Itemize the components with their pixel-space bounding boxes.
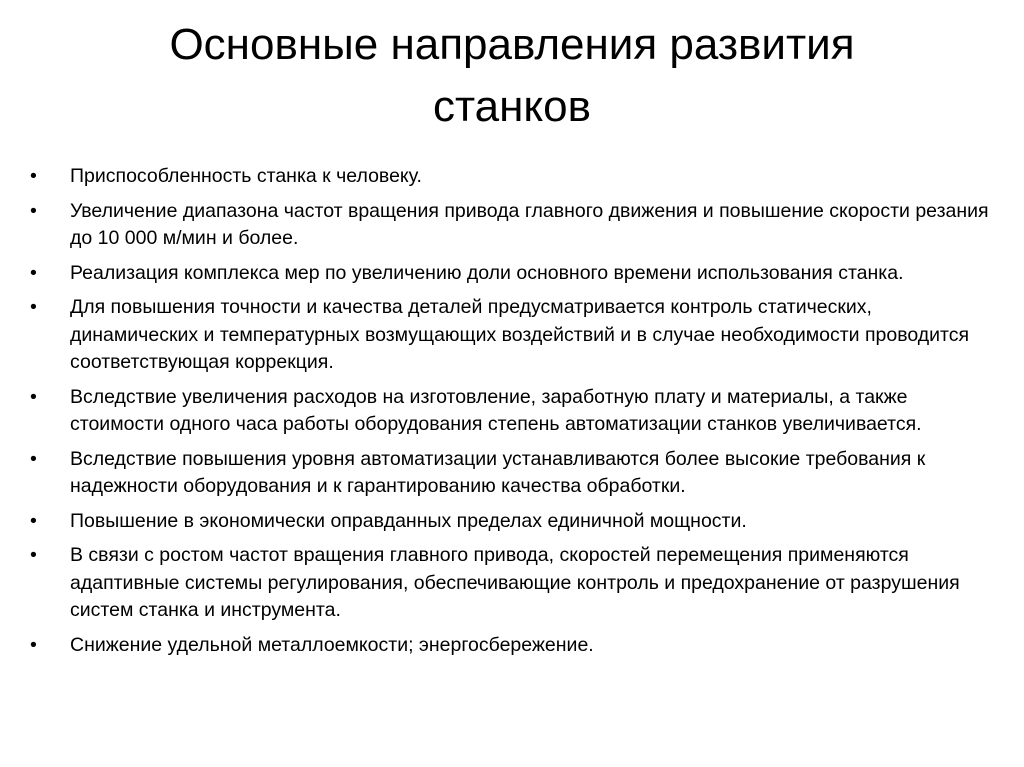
bullet-text: Увеличение диапазона частот вращения привода главного движения и повышение скорости резания до 10 000 м/мин и более. (70, 199, 989, 249)
bullet-dot-icon: • (30, 385, 37, 408)
slide-title-line-2: станков (432, 82, 592, 131)
bullet-text: В связи с ростом частот вращения главного привода, скоростей перемещения применяются адаптивные системы регулирования, обеспечивающие контроль и предохранение от разрушения систем станка и инструмента. (70, 544, 960, 621)
slide-title-line-1: Основные направления развития (169, 20, 855, 69)
bullet-dot-icon: • (30, 261, 37, 284)
slide-title (60, 14, 964, 138)
bullet-text: Снижение удельной металлоемкости; энергосбережение. (70, 633, 594, 656)
bullet-list (30, 163, 990, 666)
bullet-item (30, 198, 990, 253)
bullet-text: Вследствие увеличения расходов на изготовление, заработную плату и материалы, а также стоимости одного часа работы оборудования степень автоматизации станков увеличивается. (70, 385, 922, 435)
bullet-item (30, 632, 990, 660)
bullet-dot-icon: • (30, 199, 37, 222)
bullet-item (30, 294, 990, 377)
bullet-item (30, 508, 990, 536)
bullet-item (30, 446, 990, 501)
bullet-text: Для повышения точности и качества деталей предусматривается контроль статических, динамических и температурных возмущающих воздействий и в случае необходимости проводится соответствующая коррекция. (70, 296, 970, 373)
bullet-text: Повышение в экономически оправданных пределах единичной мощности. (70, 509, 747, 532)
bullet-dot-icon: • (30, 509, 37, 532)
bullet-dot-icon: • (30, 165, 37, 187)
bullet-dot-icon: • (30, 296, 37, 318)
bullet-item (30, 384, 990, 439)
bullet-text: Приспособленность станка к человеку. (70, 165, 422, 187)
bullet-item (30, 163, 990, 191)
bullet-item (30, 260, 990, 288)
bullet-text: Реализация комплекса мер по увеличению доли основного времени использования станка. (70, 261, 904, 284)
bullet-item (30, 542, 990, 625)
bullet-dot-icon: • (30, 447, 37, 470)
bullet-dot-icon: • (30, 544, 37, 566)
bullet-dot-icon: • (30, 633, 37, 656)
bullet-text: Вследствие повышения уровня автоматизации устанавливаются более высокие требования к надежности оборудования и к гарантированию качества обработки. (70, 447, 926, 497)
